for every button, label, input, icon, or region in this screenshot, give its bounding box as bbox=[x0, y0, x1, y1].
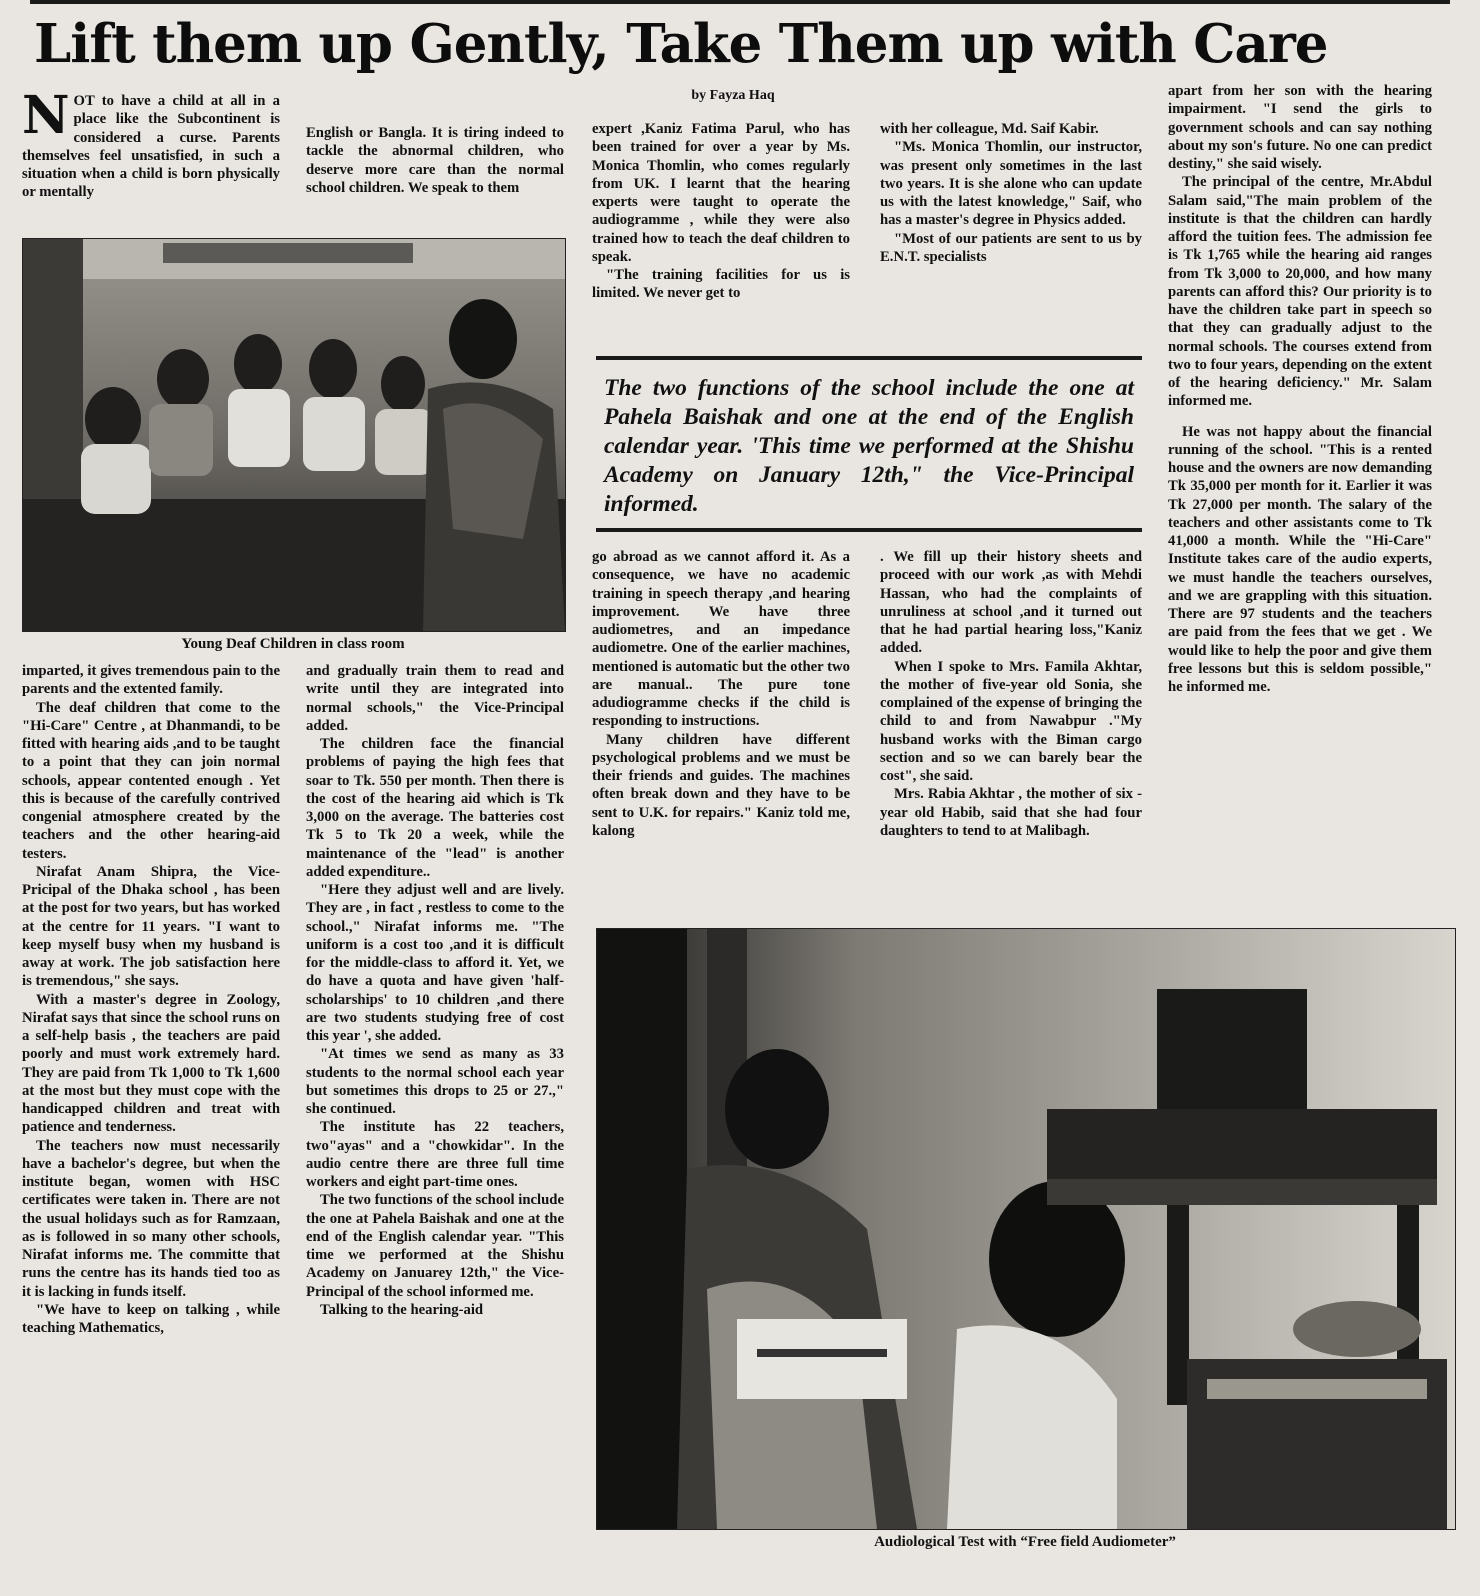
headline: Lift them up Gently, Take Them up with Care bbox=[34, 13, 1328, 75]
column-4-top bbox=[880, 120, 1142, 340]
paragraph: "We have to keep on talking , while teaching Mathematics, bbox=[22, 1301, 280, 1336]
column-2-top bbox=[306, 124, 564, 224]
paragraph: The deaf children that come to the "Hi-Care" Centre , at Dhanmandi, to be fitted with hearing aids ,and to be taught to a point that they can join normal schools, appear contented enough . Yet this is because of the carefully contrived congenial atmosphere created by the teachers and the other hearing-aid testers. bbox=[22, 699, 280, 862]
paragraph: expert ,Kaniz Fatima Parul, who has been trained for over a year by Ms. Monica Thomlin, who comes regularly from UK. I learnt that the hearing experts were taught to operate the audiogramme , while they were also trained how to teach the deaf children to speak. bbox=[592, 121, 850, 265]
paragraph: OT to have a child at all in a place like the Subcontinent is considered a curse. Parents themselves feel unsatisfied, in such a situation when a child is born physically or mentally bbox=[22, 93, 280, 201]
photo-caption: Audiological Test with “Free field Audiometer” bbox=[874, 1534, 1176, 1550]
photo-caption: Young Deaf Children in class room bbox=[181, 636, 405, 652]
column-1-top bbox=[22, 92, 280, 222]
paragraph: and gradually train them to read and write until they are integrated into normal schools," the Vice-Principal added. bbox=[306, 663, 564, 734]
paragraph: "At times we send as many as 33 students to the normal school each year but sometimes this drops to 25 or 27.," she continued. bbox=[306, 1046, 564, 1117]
audiometer-photo bbox=[596, 928, 1456, 1530]
byline: by Fayza Haq bbox=[691, 88, 775, 103]
paragraph: "Here they adjust well and are lively. They are , in fact , restless to come to the school.," Nirafat informs me. "The uniform is a cost too ,and it is difficult for the middle-class to afford it. Yet, we do have a quota and have given 'half-scholarships' to 10 children ,and there are two students studying free of cost this year ', she added. bbox=[306, 882, 564, 1044]
audiometer-photo-image bbox=[597, 929, 1455, 1529]
classroom-photo bbox=[22, 238, 566, 632]
paragraph: English or Bangla. It is tiring indeed to tackle the abnormal children, who deserve more care than the normal school children. We speak to them bbox=[306, 125, 564, 196]
paragraph: "Most of our patients are sent to us by E.N.T. specialists bbox=[880, 230, 1142, 265]
top-rule bbox=[30, 0, 1450, 4]
column-3-bottom bbox=[592, 548, 850, 920]
paragraph: "The training facilities for us is limited. We never get to bbox=[592, 267, 850, 302]
paragraph: Mrs. Rabia Akhtar , the mother of six -year old Habib, said that she had four daughters to tend to at Malibagh. bbox=[880, 786, 1142, 839]
paragraph: imparted, it gives tremendous pain to the parents and the extented family. bbox=[22, 663, 280, 698]
paragraph: . We fill up their history sheets and proceed with our work ,as with Mehdi Hassan, who had the complaints of unruliness at school ,and it turned out that he had partial hearing loss,"Kaniz added. bbox=[880, 549, 1142, 657]
paragraph: He was not happy about the financial running of the school. "This is a rented house and the owners are now demanding Tk 35,000 per month for it. Earlier it was Tk 27,000 per month. The salary of the teachers and other assistants come to Tk 41,000 a month. While the "Hi-Care" Institute takes care of the audio experts, we must handle the teachers ourselves, and we are grappling with this situation. There are 97 students and the teachers are paid from the fees that we get . We would like to help the poor and give them free lessons but this is seldom possible," he informed me. bbox=[1168, 423, 1432, 695]
pull-quote: The two functions of the school include the one at Pahela Baishak and one at the end of the English calendar year. 'This time we performed at the Shishu Academy on January 12th," the Vice-Principal informed. bbox=[596, 356, 1142, 532]
paragraph: The institute has 22 teachers, two"ayas" and a "chowkidar". In the audio centre there are three full time workers and eight part-time ones. bbox=[306, 1119, 564, 1190]
paragraph: with her colleague, Md. Saif Kabir. bbox=[880, 121, 1099, 137]
paragraph: When I spoke to Mrs. Famila Akhtar, the mother of five-year old Sonia, she complained of the expense of bringing the child to and from Nawabpur ."My husband works with the Biman cargo section and so we can barely bear the cost", she said. bbox=[880, 658, 1142, 784]
paragraph: Talking to the hearing-aid bbox=[320, 1301, 484, 1318]
paragraph: go abroad as we cannot afford it. As a consequence, we have no academic training in speech therapy ,and hearing improvement. We have three audiometres, and an impedance audiometre. One of the earlier machines, mentioned is automatic but the other two are manual.. The pure tone adudiogramme checks if the child is responding to instructions. bbox=[592, 549, 850, 730]
paragraph: The children face the financial problems of paying the high fees that soar to Tk. 550 per month. Then there is the cost of the hearing aid which is Tk 3,000 on the average. The batteries cost Tk 5 to Tk 20 a week, while the maintenance of the "lead" is another added expenditure.. bbox=[306, 736, 564, 880]
paragraph: With a master's degree in Zoology, Nirafat says that since the school runs on a self-help basis , the teachers are paid poorly and must work extremely hard. They are paid from Tk 1,000 to Tk 1,600 at the most but they must cope with the handicapped children and treat with patience and tenderness. bbox=[22, 991, 280, 1136]
column-5 bbox=[1168, 82, 1432, 914]
column-2-bottom bbox=[306, 662, 564, 1588]
paragraph: apart from her son with the hearing impairment. "I send the girls to government schools and can say nothing about my son's future. No one can predict destiny," she said wisely. bbox=[1168, 83, 1432, 172]
column-1-bottom bbox=[22, 662, 280, 1588]
paragraph: The teachers now must necessarily have a bachelor's degree, but when the institute began, women with HSC certificates were taken in. There are not the usual holidays such as for Ramzaan, as is followed in so many other schools, Nirafat informs me. The committe that runs the centre has its hands tied too as it is lacking in funds itself. bbox=[22, 1137, 280, 1300]
column-4-bottom bbox=[880, 548, 1142, 920]
paragraph: "Ms. Monica Thomlin, our instructor, was present only sometimes in the last two years. It is she alone who can update us with the latest knowledge," Saif, who has a master's degree in Physics added. bbox=[880, 139, 1142, 229]
paragraph: The two functions of the school include the one at Pahela Baishak and one at the end of the English calendar year. "This time we performed at the Shishu Academy on Januarey 12th," the Vice-Principal of the school informed me. bbox=[306, 1192, 564, 1300]
paragraph: The principal of the centre, Mr.Abdul Salam said,"The main problem of the institute is that the children can hardly afford the tuition fees. The admission fee is Tk 1,765 while the hearing aid ranges from Tk 3,000 to 20,000, and how many parents can afford this? Our priority is to have the children take part in speech so that they can gradually adjust to the normal schools. The courses extend from two to four years, depending on the extent of the hearing deficiency." Mr. Salam informed me. bbox=[1168, 174, 1432, 410]
classroom-photo-image bbox=[23, 239, 565, 631]
drop-cap: N bbox=[22, 92, 70, 146]
paragraph: Nirafat Anam Shipra, the Vice- Pricipal of the Dhaka school , has been at the post for two years, but has worked at the centre for 11 years. "I want to keep myself busy when my husband is away at work. The job satisfaction here is tremendous," she says. bbox=[22, 863, 280, 990]
paragraph: Many children have different psychological problems and we must be their friends and guides. The machines often break down and they have to be sent to U.K. for repairs." Kaniz told me, kalong bbox=[592, 731, 850, 839]
column-3-top bbox=[592, 120, 850, 340]
